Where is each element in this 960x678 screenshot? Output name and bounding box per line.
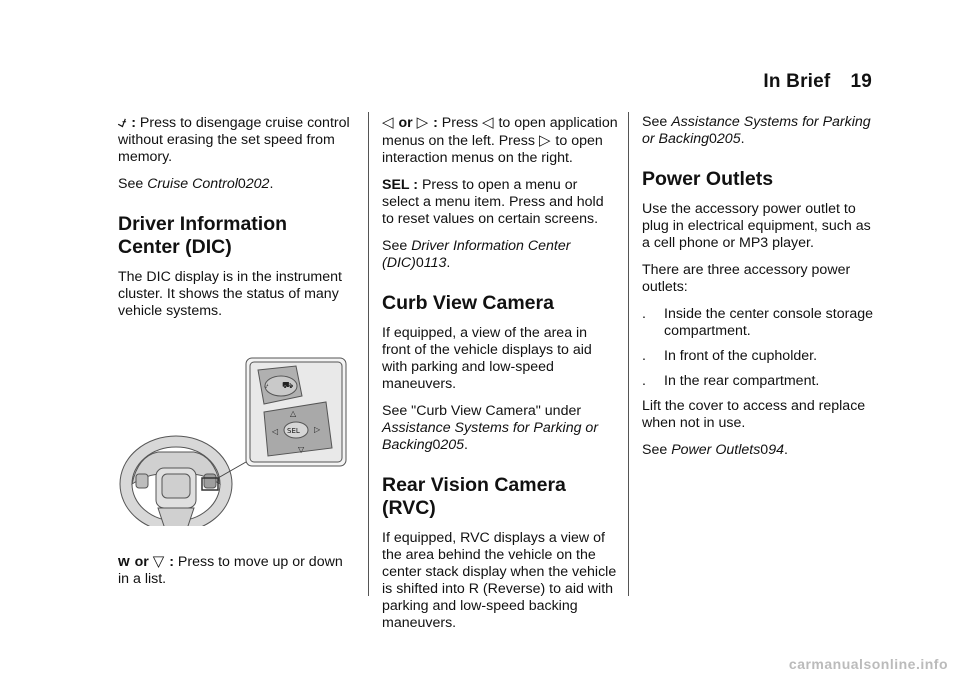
page-ref-arrow-icon: 0 bbox=[415, 255, 424, 271]
three-outlets-paragraph: There are three accessory power outlets: bbox=[642, 262, 851, 295]
page-ref-arrow-icon: 0 bbox=[432, 437, 441, 453]
power-paragraph: Use the accessory power outlet to plug in electrical equipment, such as a cell phone or MP3 player. bbox=[642, 201, 871, 251]
svg-text:⍻: ⍻ bbox=[264, 381, 269, 390]
left-arrow-icon: ◁ bbox=[382, 114, 394, 131]
link-power-outlets[interactable]: Power Outlets bbox=[671, 442, 761, 458]
page-ref-arrow-icon: 0 bbox=[237, 176, 246, 192]
sel-button-label: SEL bbox=[287, 427, 300, 435]
link-assistance-systems[interactable]: Assistance Systems for Parking or Backing bbox=[642, 114, 871, 147]
list-item: . In the rear compartment. bbox=[642, 373, 820, 389]
dic-paragraph: The DIC display is in the instrument cluster. It shows the status of many vehicle systems. bbox=[118, 269, 342, 319]
lift-paragraph: Lift the cover to access and replace when not in use. bbox=[642, 398, 866, 431]
right-arrow-icon: ▷ bbox=[538, 132, 551, 149]
heading-dic: Driver Information Center (DIC) bbox=[118, 213, 288, 258]
control-panel-zoom bbox=[246, 358, 346, 466]
column-divider bbox=[368, 112, 369, 596]
left-arrow-icon: ◁ bbox=[482, 114, 494, 131]
column-divider bbox=[628, 112, 629, 596]
see-cruise-control: See Cruise Control0202. bbox=[118, 176, 274, 192]
page-number: 19 bbox=[850, 71, 872, 92]
right-arrow-icon: ▷ bbox=[416, 114, 429, 131]
svg-text:△: △ bbox=[290, 409, 297, 418]
svg-text:⛟: ⛟ bbox=[282, 381, 294, 391]
page-ref-arrow-icon: 0 bbox=[760, 442, 769, 458]
up-arrow-icon: w bbox=[118, 553, 130, 570]
page-ref-arrow-icon: 0 bbox=[709, 131, 717, 147]
link-dic[interactable]: Driver Information Center (DIC) bbox=[382, 238, 571, 271]
svg-text:◁: ◁ bbox=[272, 427, 279, 436]
svg-text:▷: ▷ bbox=[314, 425, 321, 434]
link-assistance-systems[interactable]: Assistance Systems for Parking or Backing bbox=[382, 420, 599, 453]
steering-wheel-figure bbox=[118, 356, 354, 526]
section-title: In Brief bbox=[763, 71, 831, 92]
sel-paragraph: SEL : Press to open a menu or select a menu item. Press and hold to reset values on certain screens. bbox=[382, 177, 604, 227]
sel-label: SEL bbox=[382, 177, 410, 193]
column-2 bbox=[382, 114, 618, 642]
see-dic: See Driver Information Center (DIC)0113. bbox=[382, 238, 571, 271]
link-cruise-control[interactable]: Cruise Control bbox=[147, 176, 238, 192]
heading-rvc: Rear Vision Camera (RVC) bbox=[382, 474, 566, 519]
curb-paragraph: If equipped, a view of the area in front of the vehicle displays to aid with parking and low-speed maneuvers. bbox=[382, 325, 592, 392]
steering-wheel-icon bbox=[120, 436, 232, 526]
cancel-paragraph: ⍻ : Press to disengage cruise control without erasing the set speed from memory. bbox=[118, 114, 350, 165]
heading-power-outlets: Power Outlets bbox=[642, 168, 774, 190]
svg-text:▽: ▽ bbox=[298, 445, 305, 454]
list-item: . In front of the cupholder. bbox=[642, 348, 818, 364]
column-3 bbox=[642, 114, 882, 469]
see-parking: See Assistance Systems for Parking or Backing0205. bbox=[642, 114, 871, 147]
heading-curb-view: Curb View Camera bbox=[382, 292, 554, 314]
watermark: carmanualsonline.info bbox=[788, 656, 948, 672]
list-item: . Inside the center console storage compartment. bbox=[642, 306, 874, 339]
curb-see: See "Curb View Camera" under Assistance Systems for Parking or Backing0205. bbox=[382, 403, 599, 453]
cruise-cancel-icon: ⍻ bbox=[118, 114, 127, 131]
see-power-outlets: See Power Outlets094. bbox=[642, 442, 788, 458]
down-arrow-icon: ▽ bbox=[152, 553, 165, 570]
page-header bbox=[763, 71, 872, 93]
updown-paragraph: w or ▽ : Press to move up or down in a list. bbox=[118, 553, 343, 587]
leftright-paragraph: ◁ or ▷ : Press ◁ to open application menus on the left. Press ▷ to open interaction menus on the right. bbox=[382, 114, 618, 166]
column-1 bbox=[118, 114, 354, 598]
rvc-paragraph: If equipped, RVC displays a view of the area behind the vehicle on the center stack display when the vehicle is shifted into R (Reverse) to aid with parking and low-speed backing maneuvers. bbox=[382, 530, 617, 631]
